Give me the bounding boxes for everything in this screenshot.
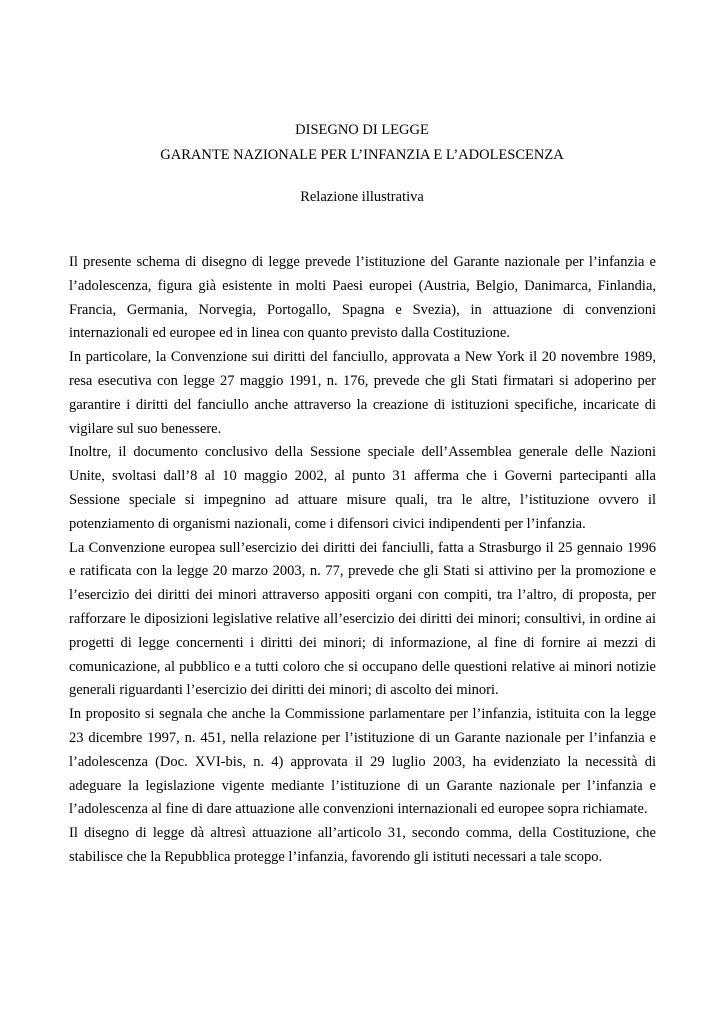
body-paragraph: In particolare, la Convenzione sui diritti del fanciullo, approvata a New York il 20 novembre 1989, resa esecutiva con legge 27 maggio 1991, n. 176, prevede che gli Stati firmatari si adoperino per garantire i diritti del fanciullo anche attraverso la creazione di istituzioni specifiche, incaricate di vigilare sul suo benessere.	[69, 349, 656, 437]
document-subtitle: Relazione illustrativa	[300, 189, 424, 205]
document-title-line-1: DISEGNO DI LEGGE	[295, 122, 429, 138]
body-paragraph: La Convenzione europea sull’esercizio dei diritti dei fanciulli, fatta a Strasburgo il 25 gennaio 1996 e ratificata con la legge 20 marzo 2003, n. 77, prevede che gli Stati si attivino per la promozione e l’esercizio dei diritti dei minori attraverso appositi organi con compiti, tra l’altro, di proposta, per rafforzare le diposizioni legislative relative all’esercizio dei diritti dei minori; consultivi, in ordine ai progetti di legge concernenti i diritti dei minori; di informazione, al fine di fornire ai mezzi di comunicazione, al pubblico e a tutti coloro che si occupano delle questioni relative ai minori notizie generali riguardanti l’esercizio dei diritti dei minori; di ascolto dei minori.	[69, 539, 656, 699]
body-paragraph: In proposito si segnala che anche la Commissione parlamentare per l’infanzia, istituita con la legge 23 dicembre 1997, n. 451, nella relazione per l’istituzione di un Garante nazionale per l’infanzia e l’adolescenza (Doc. XVI-bis, n. 4) approvata il 29 luglio 2003, ha evidenziato la necessità di adeguare la legislazione vigente mediante l’istituzione di un Garante nazionale per l’infanzia e l’adolescenza al fine di dare attuazione alle convenzioni internazionali ed europee sopra richiamate.	[69, 706, 656, 818]
document-title-line-2: GARANTE NAZIONALE PER L’INFANZIA E L’ADOLESCENZA	[160, 147, 564, 163]
body-paragraph: Il presente schema di disegno di legge prevede l’istituzione del Garante nazionale per l’infanzia e l’adolescenza, figura già esistente in molti Paesi europei (Austria, Belgio, Danimarca, Finlandia, Francia, Germania, Norvegia, Portogallo, Spagna e Svezia), in attuazione di convenzioni internazionali ed europee ed in linea con quanto previsto dalla Costituzione.	[69, 254, 656, 342]
document-body	[69, 251, 656, 870]
body-paragraph: Inoltre, il documento conclusivo della Sessione speciale dell’Assemblea generale delle Nazioni Unite, svoltasi dall’8 al 10 maggio 2002, al punto 31 afferma che i Governi partecipanti alla Sessione speciale si impegnino ad attuare misure quali, tra le altre, l’istituzione ovvero il potenziamento di organismi nazionali, come i difensori civici indipendenti per l’infanzia.	[69, 444, 656, 532]
body-paragraph: Il disegno di legge dà altresì attuazione all’articolo 31, secondo comma, della Costituzione, che stabilisce che la Repubblica protegge l’infanzia, favorendo gli istituti necessari a tale scopo.	[69, 825, 656, 865]
